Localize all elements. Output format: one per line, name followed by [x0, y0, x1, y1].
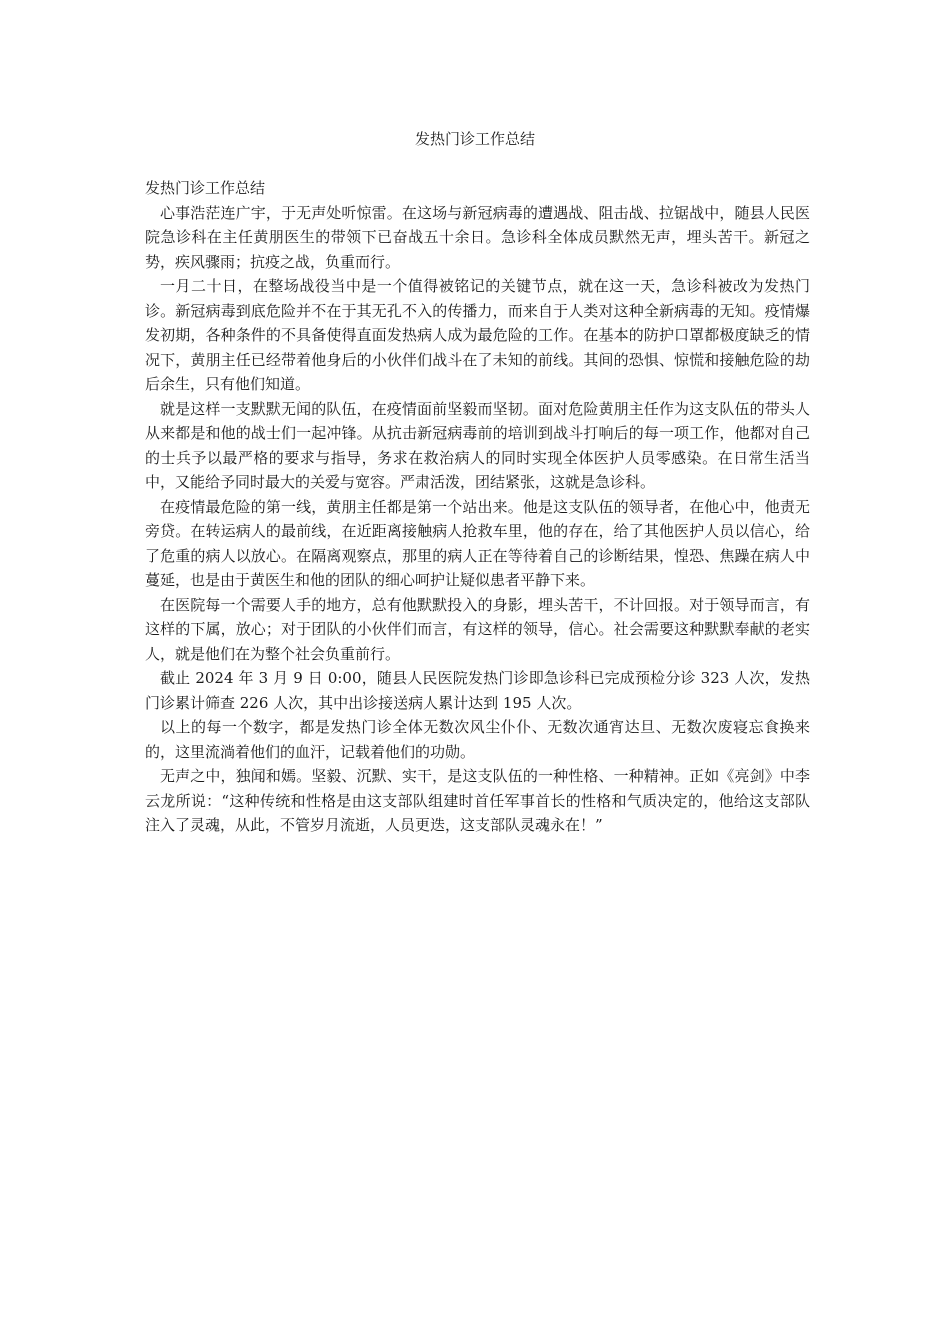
paragraph-1: 心事浩茫连广宇，于无声处听惊雷。在这场与新冠病毒的遭遇战、阻击战、拉锯战中，随县人民医院急诊科在主任黄朋医生的带领下已奋战五十余日。急诊科全体成员默然无声，埋头苦干。新冠之势，疾风骤雨；抗疫之战，负重而行。: [145, 203, 810, 271]
document-body: [145, 176, 810, 838]
paragraph-8: 无声之中，独闻和嫣。坚毅、沉默、实干，是这支队伍的一种性格、一种精神。正如《亮剑》中李云龙所说：“这种传统和性格是由这支部队组建时首任军事首长的性格和气质决定的，他给这支部队注入了灵魂，从此，不管岁月流逝，人员更迭，这支部队灵魂永在！”: [145, 767, 810, 834]
paragraph-5: 在医院每一个需要人手的地方，总有他默默投入的身影，埋头苦干，不计回报。对于领导而言，有这样的下属，放心；对于团队的小伙伴们而言，有这样的领导，信心。社会需要这种默默奉献的老实人，就是他们在为整个社会负重前行。: [145, 595, 810, 663]
paragraph-6: 截止 2024 年 3 月 9 日 0:00，随县人民医院发热门诊即急诊科已完成预检分诊 323 人次，发热门诊累计筛查 226 人次，其中出诊接送病人累计达到 195 人次。: [145, 669, 810, 712]
document-title: 发热门诊工作总结: [414, 130, 535, 148]
paragraph-2: 一月二十日，在整场战役当中是一个值得被铭记的关键节点，就在这一天，急诊科被改为发热门诊。新冠病毒到底危险并不在于其无孔不入的传播力，而来自于人类对这种全新病毒的无知。疫情爆发初期，各种条件的不具备使得直面发热病人成为最危险的工作。在基本的防护口罩都极度缺乏的情况下，黄朋主任已经带着他身后的小伙伴们战斗在了未知的前线。其间的恐惧、惊慌和接触危险的劫后余生，只有他们知道。: [145, 277, 810, 393]
document-subheading: 发热门诊工作总结: [145, 179, 266, 197]
paragraph-3: 就是这样一支默默无闻的队伍，在疫情面前坚毅而坚韧。面对危险黄朋主任作为这支队伍的带头人从来都是和他的战士们一起冲锋。从抗击新冠病毒前的培训到战斗打响后的每一项工作，他都对自己的士兵予以最严格的要求与指导，务求在救治病人的同时实现全体医护人员零感染。在日常生活当中，又能给予同时最大的关爱与宽容。严肃活泼，团结紧张，这就是急诊科。: [145, 399, 810, 491]
paragraph-4: 在疫情最危险的第一线，黄朋主任都是第一个站出来。他是这支队伍的领导者，在他心中，他责无旁贷。在转运病人的最前线，在近距离接触病人抢救车里，他的存在，给了其他医护人员以信心，给了危重的病人以放心。在隔离观察点，那里的病人正在等待着自己的诊断结果，惶恐、焦躁在病人中蔓延，也是由于黄医生和他的团队的细心呵护让疑似患者平静下来。: [145, 497, 810, 589]
paragraph-7: 以上的每一个数字，都是发热门诊全体无数次风尘仆仆、无数次通宵达旦、无数次废寝忘食换来的，这里流淌着他们的血汗，记载着他们的功勋。: [145, 718, 810, 761]
